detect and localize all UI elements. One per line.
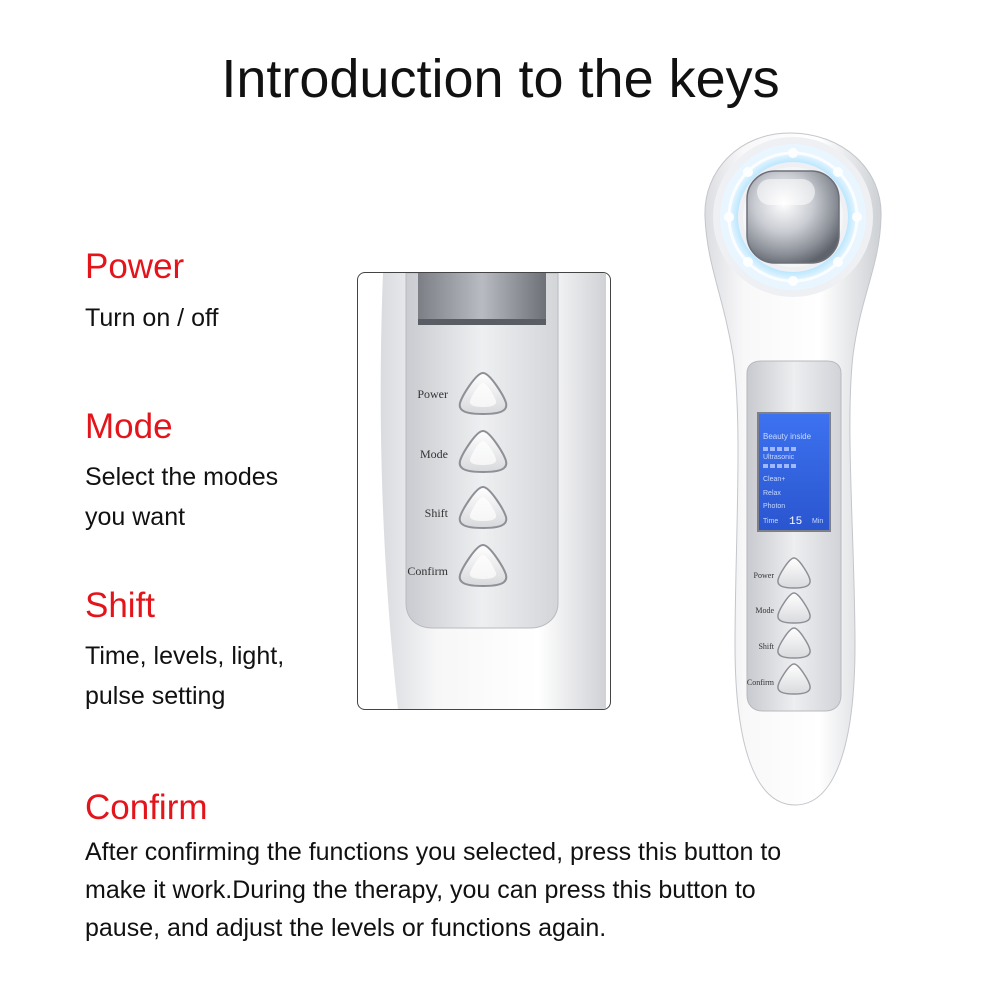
key-panel-zoom-image xyxy=(357,272,611,710)
mode-button-label: Mode xyxy=(755,606,774,615)
lcd-mode-relax: Relax xyxy=(763,490,781,497)
mode-desc-line: you want xyxy=(85,503,186,531)
zoom-shift-label: Shift xyxy=(424,506,448,520)
mode-heading: Mode xyxy=(85,407,173,446)
confirm-desc-line: pause, and adjust the levels or functions again. xyxy=(85,914,607,942)
lcd-time-unit: Min xyxy=(812,518,824,525)
lcd-time-value: 15 xyxy=(789,516,803,528)
confirm-heading: Confirm xyxy=(85,788,208,827)
lcd-mode-ultrasonic: Ultrasonic xyxy=(763,454,795,461)
confirm-desc-line: make it work.During the therapy, you can press this button to xyxy=(85,876,756,904)
confirm-desc-line: After confirming the functions you selected, press this button to xyxy=(85,838,782,866)
mode-desc-line: Select the modes xyxy=(85,463,279,491)
confirm-button-label: Confirm xyxy=(746,678,774,687)
page-title: Introduction to the keys xyxy=(221,49,780,109)
zoom-confirm-label: Confirm xyxy=(407,564,448,578)
device-illustration xyxy=(695,125,895,815)
lcd-time-label: Time xyxy=(763,518,779,525)
shift-desc-line: Time, levels, light, xyxy=(85,642,285,670)
power-description xyxy=(85,298,345,338)
power-desc-line: Turn on / off xyxy=(85,304,219,332)
zoom-power-label: Power xyxy=(417,387,448,401)
power-heading: Power xyxy=(85,247,185,286)
shift-description xyxy=(85,636,345,716)
shift-button-label: Shift xyxy=(758,642,774,651)
lcd-mode-photon: Photon xyxy=(763,503,786,510)
lcd-screen xyxy=(758,413,830,531)
mode-description xyxy=(85,457,345,537)
lcd-mode-clean: Clean+ xyxy=(763,476,786,483)
power-button-label: Power xyxy=(753,571,774,580)
shift-heading: Shift xyxy=(85,586,156,625)
key-panel-illustration xyxy=(358,273,610,709)
lcd-brand: Beauty inside xyxy=(763,432,812,441)
confirm-description xyxy=(85,833,935,947)
zoom-mode-label: Mode xyxy=(420,447,448,461)
shift-desc-line: pulse setting xyxy=(85,682,226,710)
device-head xyxy=(713,137,873,297)
